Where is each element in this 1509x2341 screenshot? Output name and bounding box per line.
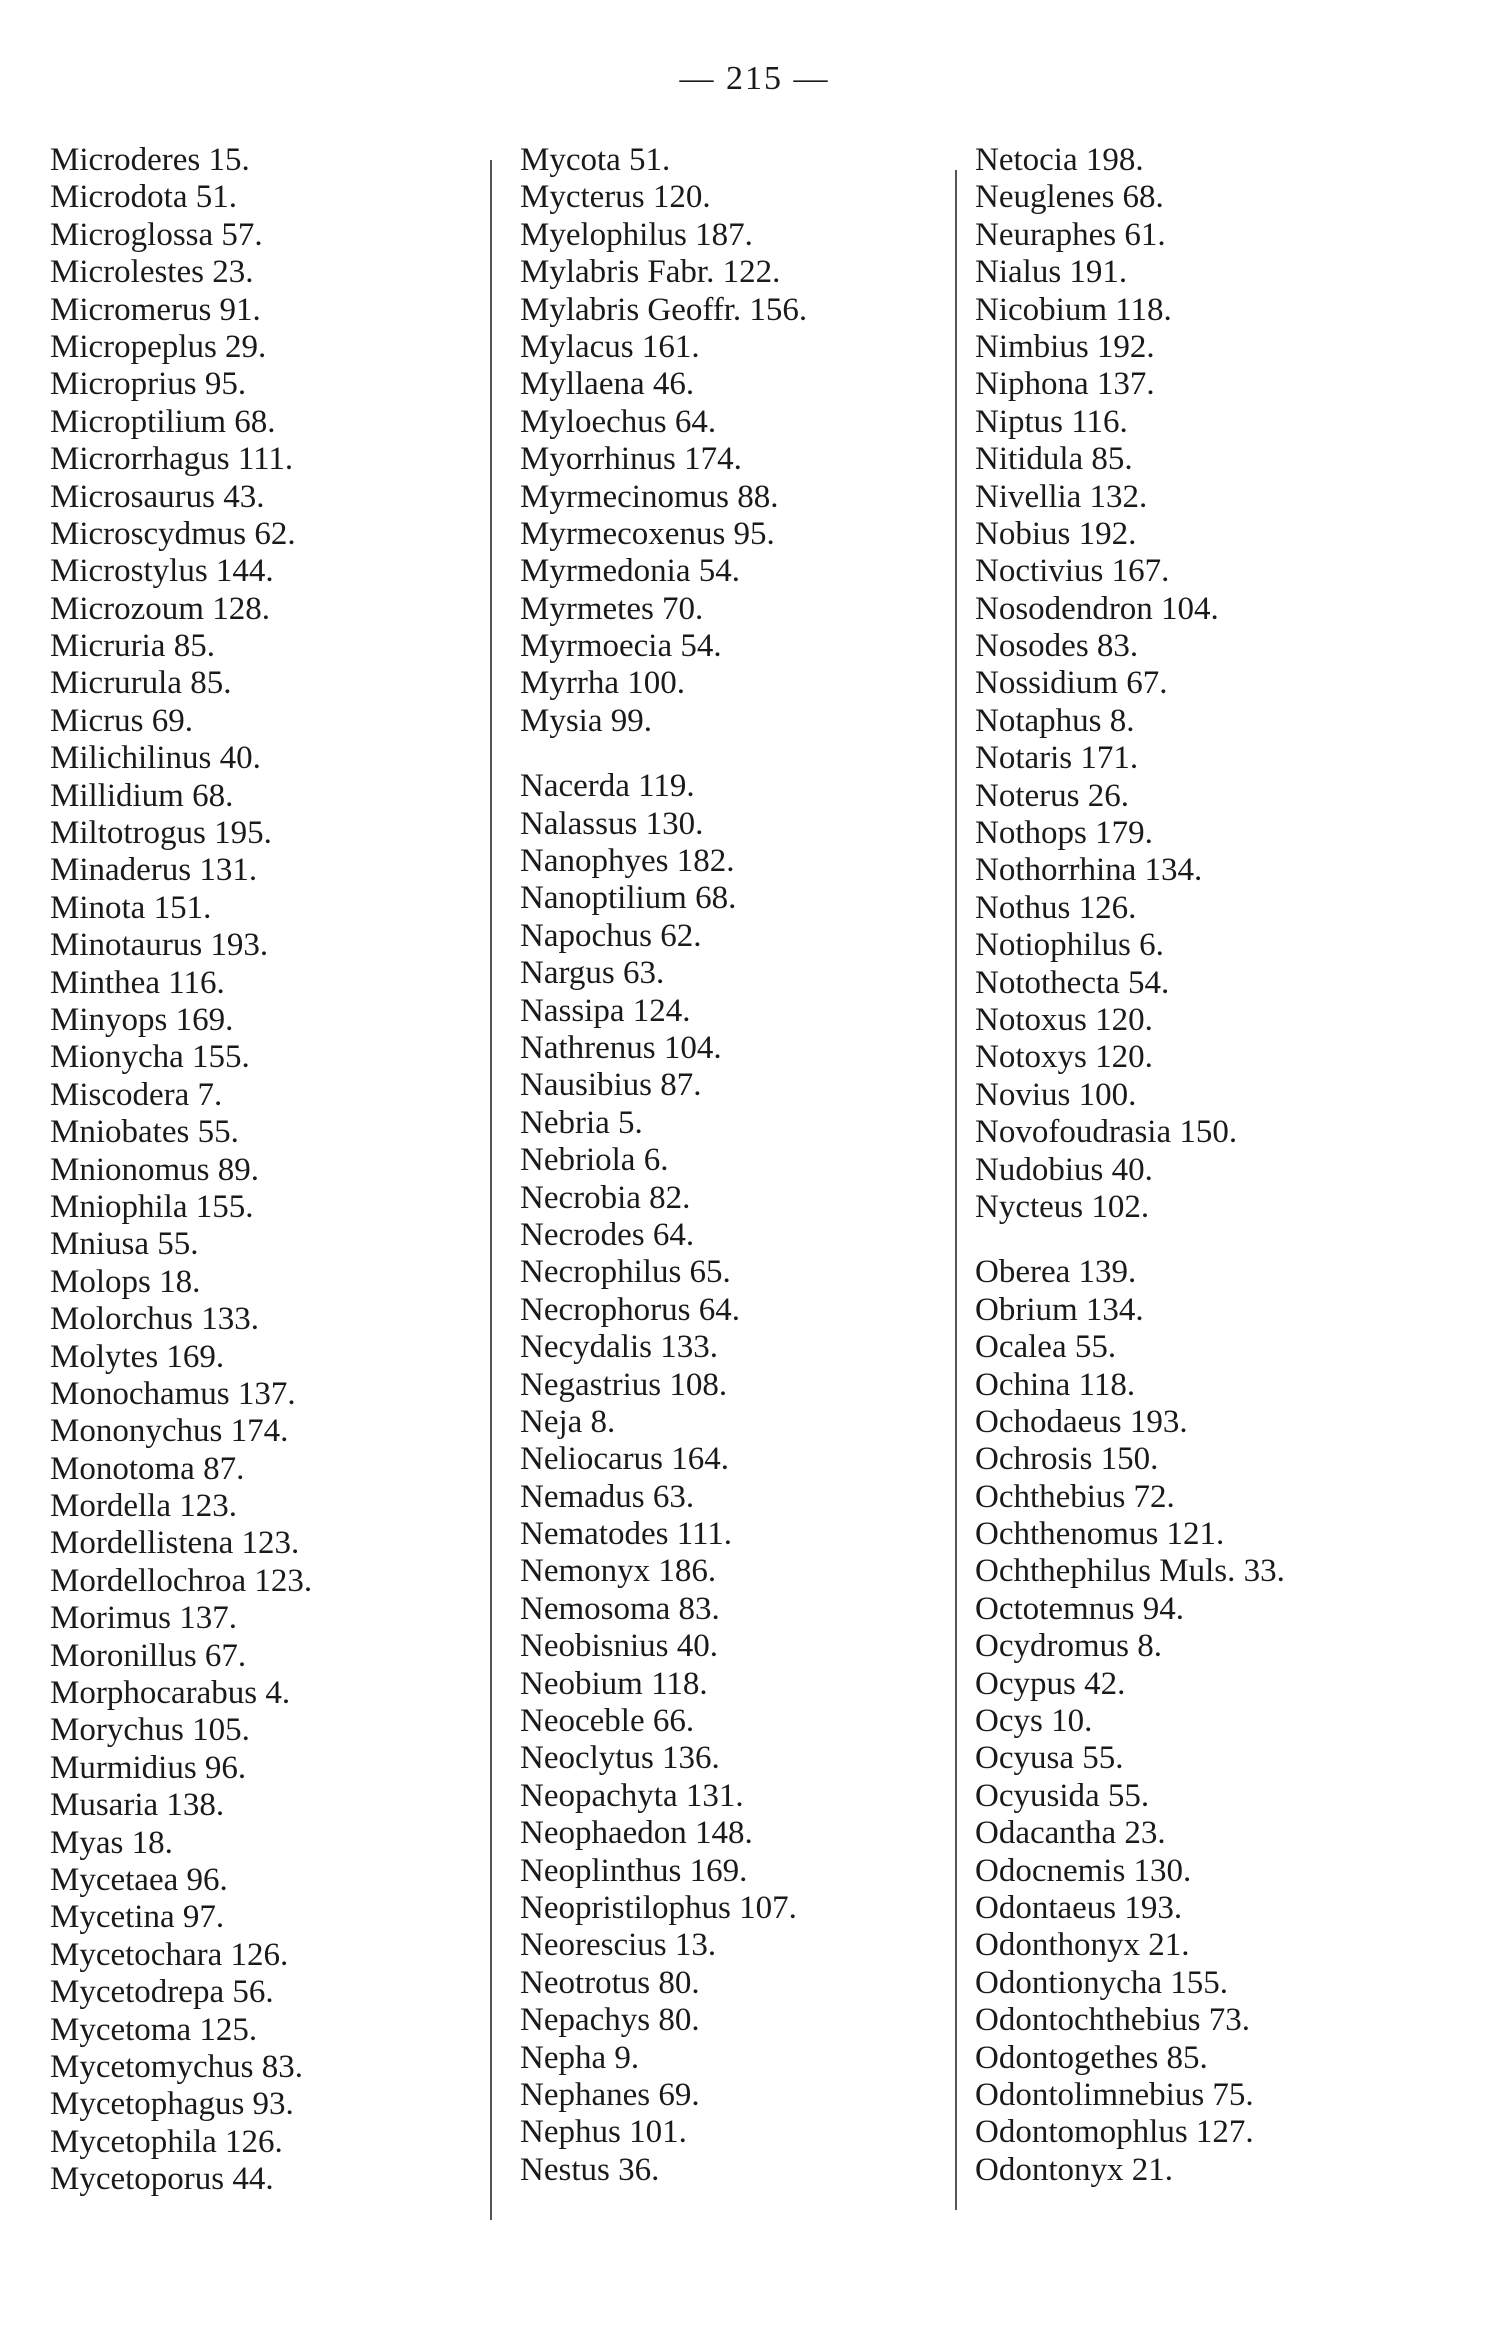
index-entry: Ocyusa 55. [975, 1740, 1124, 1777]
index-entry: Ocyusida 55. [975, 1777, 1150, 1814]
index-entry: Nosodes 83. [975, 628, 1139, 665]
index-entry: Odontolimnebius 75. [975, 2076, 1254, 2113]
index-entry: Nemosoma 83. [520, 1590, 720, 1627]
column-divider [955, 170, 957, 2210]
index-entry: Nitidula 85. [975, 441, 1133, 478]
index-entry: Napochus 62. [520, 917, 702, 954]
index-entry: Myloechus 64. [520, 403, 717, 440]
index-entry: Nothorrhina 134. [975, 852, 1203, 889]
index-entry: Nephus 101. [520, 2114, 687, 2151]
index-entry: Notaphus 8. [975, 702, 1135, 739]
index-entry: Micromerus 91. [50, 291, 261, 328]
index-entry: Murmidius 96. [50, 1749, 247, 1786]
index-entry: Necrobia 82. [520, 1179, 691, 1216]
index-entry: Odontionycha 155. [975, 1964, 1228, 2001]
index-entry: Mycterus 120. [520, 179, 711, 216]
index-entry: Odontonyx 21. [975, 2151, 1173, 2188]
index-entry: Neja 8. [520, 1403, 616, 1440]
index-entry: Microrrhagus 111. [50, 441, 294, 478]
index-entry: Microdota 51. [50, 179, 237, 216]
index-entry: Mnionomus 89. [50, 1151, 260, 1188]
index-entry: Mylabris Fabr. 122. [520, 254, 781, 291]
index-entry: Ochthenomus 121. [975, 1516, 1225, 1553]
index-entry: Microstylus 144. [50, 553, 274, 590]
index-entry: Neliocarus 164. [520, 1441, 729, 1478]
index-entry: Mylacus 161. [520, 328, 700, 365]
index-entry: Myrmetes 70. [520, 590, 704, 627]
index-entry: Nematodes 111. [520, 1516, 733, 1553]
index-entry: Monochamus 137. [50, 1375, 296, 1412]
index-entry: Notiophilus 6. [975, 927, 1164, 964]
index-entry: Mniophila 155. [50, 1188, 254, 1225]
index-entry: Nicobium 118. [975, 291, 1172, 328]
index-entry: Nebriola 6. [520, 1142, 669, 1179]
index-entry: Mycetodrepa 56. [50, 1974, 274, 2011]
index-entry: Neotrotus 80. [520, 1964, 700, 2001]
index-entry: Musaria 138. [50, 1787, 225, 1824]
index-entry: Micrus 69. [50, 702, 193, 739]
index-entry: Miltotrogus 195. [50, 815, 272, 852]
index-entry: Nalassus 130. [520, 805, 704, 842]
index-entry: Odonthonyx 21. [975, 1927, 1190, 1964]
index-entry: Molops 18. [50, 1263, 201, 1300]
index-entry: Microzoum 128. [50, 590, 270, 627]
index-entry: Nudobius 40. [975, 1151, 1153, 1188]
index-entry: Mycota 51. [520, 142, 671, 178]
index-entry: Neopristilophus 107. [520, 1889, 797, 1926]
index-entry: Milichilinus 40. [50, 740, 261, 777]
index-entry: Nossidium 67. [975, 665, 1168, 702]
index-entry: Mycetophagus 93. [50, 2086, 294, 2123]
index-entry: Minaderus 131. [50, 852, 258, 889]
index-entry: Mylabris Geoffr. 156. [520, 291, 808, 328]
index-entry: Notoxys 120. [975, 1039, 1153, 1076]
index-entry: Ocys 10. [975, 1703, 1093, 1740]
index-entry: Nobius 192. [975, 515, 1137, 552]
index-entry: Nepha 9. [520, 2039, 640, 2076]
index-entry: Niphona 137. [975, 366, 1155, 403]
index-entry: Neoclytus 136. [520, 1740, 720, 1777]
index-entry: Ocydromus 8. [975, 1628, 1162, 1665]
index-entry: Mordellistena 123. [50, 1525, 300, 1562]
index-entry: Monotoma 87. [50, 1450, 245, 1487]
index-entry: Mycetophila 126. [50, 2123, 283, 2160]
index-entry: Nimbius 192. [975, 328, 1155, 365]
index-entry: Notoxus 120. [975, 1001, 1153, 1038]
index-entry: Mysia 99. [520, 702, 652, 739]
index-entry: Odontomophlus 127. [975, 2114, 1254, 2151]
index-entry: Odacantha 23. [975, 1815, 1166, 1852]
index-entry: Morychus 105. [50, 1712, 250, 1749]
index-entry: Nephanes 69. [520, 2076, 700, 2113]
index-entry: Microprius 95. [50, 366, 247, 403]
index-entry: Microderes 15. [50, 142, 250, 178]
index-entry: Necydalis 133. [520, 1329, 718, 1366]
index-entry: Noterus 26. [975, 777, 1129, 814]
index-entry: Ocypus 42. [975, 1665, 1126, 1702]
index-entry: Neoplinthus 169. [520, 1852, 748, 1889]
index-entry: Micrurula 85. [50, 665, 232, 702]
index-column-1 [50, 142, 312, 2198]
index-column-3 [975, 142, 1285, 2189]
index-entry: Neobium 118. [520, 1665, 708, 1702]
index-entry: Novius 100. [975, 1076, 1137, 1113]
index-entry: Neopachyta 131. [520, 1777, 744, 1814]
index-entry: Noctivius 167. [975, 553, 1170, 590]
index-entry: Millidium 68. [50, 777, 234, 814]
index-entry: Molytes 169. [50, 1338, 225, 1375]
index-entry: Mionycha 155. [50, 1039, 250, 1076]
index-entry: Nassipa 124. [520, 992, 691, 1029]
index-entry: Myrmedonia 54. [520, 553, 740, 590]
index-entry: Nivellia 132. [975, 478, 1148, 515]
index-entry: Nemadus 63. [520, 1478, 695, 1515]
index-column-2 [520, 142, 807, 2189]
index-entry: Negastrius 108. [520, 1366, 728, 1403]
index-entry: Microglossa 57. [50, 216, 263, 253]
index-entry: Odontaeus 193. [975, 1889, 1183, 1926]
index-entry: Mordellochroa 123. [50, 1562, 313, 1599]
index-entry: Mycetaea 96. [50, 1861, 228, 1898]
index-entry: Ochrosis 150. [975, 1441, 1159, 1478]
index-entry: Nestus 36. [520, 2151, 660, 2188]
index-entry: Necrodes 64. [520, 1216, 695, 1253]
index-entry: Myelophilus 187. [520, 216, 753, 253]
index-entry: Myrmecoxenus 95. [520, 515, 775, 552]
index-entry: Neuraphes 61. [975, 216, 1166, 253]
index-entry: Ochodaeus 193. [975, 1403, 1188, 1440]
index-entry: Neorescius 13. [520, 1927, 717, 1964]
index-entry: Nycteus 102. [975, 1188, 1150, 1225]
index-entry: Minthea 116. [50, 964, 225, 1001]
index-entry: Mniusa 55. [50, 1226, 199, 1263]
index-entry: Morimus 137. [50, 1600, 238, 1637]
index-entry: Morphocarabus 4. [50, 1675, 291, 1712]
index-entry: Octotemnus 94. [975, 1590, 1184, 1627]
index-entry: Notothecta 54. [975, 964, 1170, 1001]
index-entry: Mycetina 97. [50, 1899, 225, 1936]
index-entry: Novofoudrasia 150. [975, 1114, 1238, 1151]
index-entry: Odontogethes 85. [975, 2039, 1208, 2076]
index-entry: Myllaena 46. [520, 366, 695, 403]
index-entry: Micruria 85. [50, 628, 215, 665]
index-entry: Molorchus 133. [50, 1301, 259, 1338]
index-entry: Miscodera 7. [50, 1076, 223, 1113]
index-entry: Nanoptilium 68. [520, 880, 737, 917]
column-divider [490, 160, 492, 2220]
index-entry: Neoceble 66. [520, 1703, 695, 1740]
index-entry: Ochthephilus Muls. 33. [975, 1553, 1285, 1590]
index-entry: Obrium 134. [975, 1291, 1144, 1328]
index-entry: Microptilium 68. [50, 403, 276, 440]
index-entry: Myrmoecia 54. [520, 628, 722, 665]
index-entry: Myrrha 100. [520, 665, 685, 702]
letter-group-gap [975, 1226, 1285, 1254]
index-entry: Microlestes 23. [50, 254, 254, 291]
index-entry: Myrmecinomus 88. [520, 478, 779, 515]
index-entry: Nialus 191. [975, 254, 1128, 291]
index-entry: Notaris 171. [975, 740, 1139, 777]
index-entry: Microsaurus 43. [50, 478, 265, 515]
index-entry: Nothops 179. [975, 815, 1153, 852]
index-entry: Micropeplus 29. [50, 328, 267, 365]
index-entry: Niptus 116. [975, 403, 1128, 440]
index-entry: Myas 18. [50, 1824, 173, 1861]
index-entry: Nothus 126. [975, 889, 1137, 926]
index-entry: Netocia 198. [975, 142, 1144, 178]
index-entry: Nebria 5. [520, 1104, 643, 1141]
index-entry: Odocnemis 130. [975, 1852, 1192, 1889]
index-entry: Myorrhinus 174. [520, 441, 742, 478]
index-entry: Necrophilus 65. [520, 1254, 731, 1291]
index-entry: Odontochthebius 73. [975, 2002, 1250, 2039]
index-entry: Ocalea 55. [975, 1329, 1117, 1366]
index-entry: Microscydmus 62. [50, 515, 296, 552]
index-entry: Nacerda 119. [520, 768, 695, 805]
index-entry: Neobisnius 40. [520, 1628, 718, 1665]
index-entry: Nathrenus 104. [520, 1029, 722, 1066]
index-entry: Mordella 123. [50, 1488, 237, 1525]
index-entry: Ochthebius 72. [975, 1478, 1175, 1515]
index-entry: Moronillus 67. [50, 1637, 247, 1674]
index-entry: Neuglenes 68. [975, 179, 1164, 216]
letter-group-gap [520, 740, 807, 768]
index-entry: Mycetoma 125. [50, 2011, 258, 2048]
index-entry: Nosodendron 104. [975, 590, 1219, 627]
index-entry: Nargus 63. [520, 955, 665, 992]
index-entry: Mononychus 174. [50, 1413, 289, 1450]
index-entry: Nanophyes 182. [520, 843, 735, 880]
index-entry: Nepachys 80. [520, 2002, 700, 2039]
index-entry: Necrophorus 64. [520, 1291, 740, 1328]
index-entry: Neophaedon 148. [520, 1815, 753, 1852]
index-entry: Nemonyx 186. [520, 1553, 717, 1590]
page-number: — 215 — [679, 60, 830, 97]
index-entry: Minyops 169. [50, 1001, 234, 1038]
index-entry: Ochina 118. [975, 1366, 1136, 1403]
index-entry: Oberea 139. [975, 1254, 1137, 1291]
index-entry: Mniobates 55. [50, 1114, 239, 1151]
index-entry: Mycetomychus 83. [50, 2048, 303, 2085]
index-entry: Mycetoporus 44. [50, 2161, 274, 2198]
index-entry: Minotaurus 193. [50, 927, 269, 964]
index-entry: Nausibius 87. [520, 1067, 702, 1104]
index-entry: Mycetochara 126. [50, 1936, 289, 1973]
index-entry: Minota 151. [50, 889, 212, 926]
